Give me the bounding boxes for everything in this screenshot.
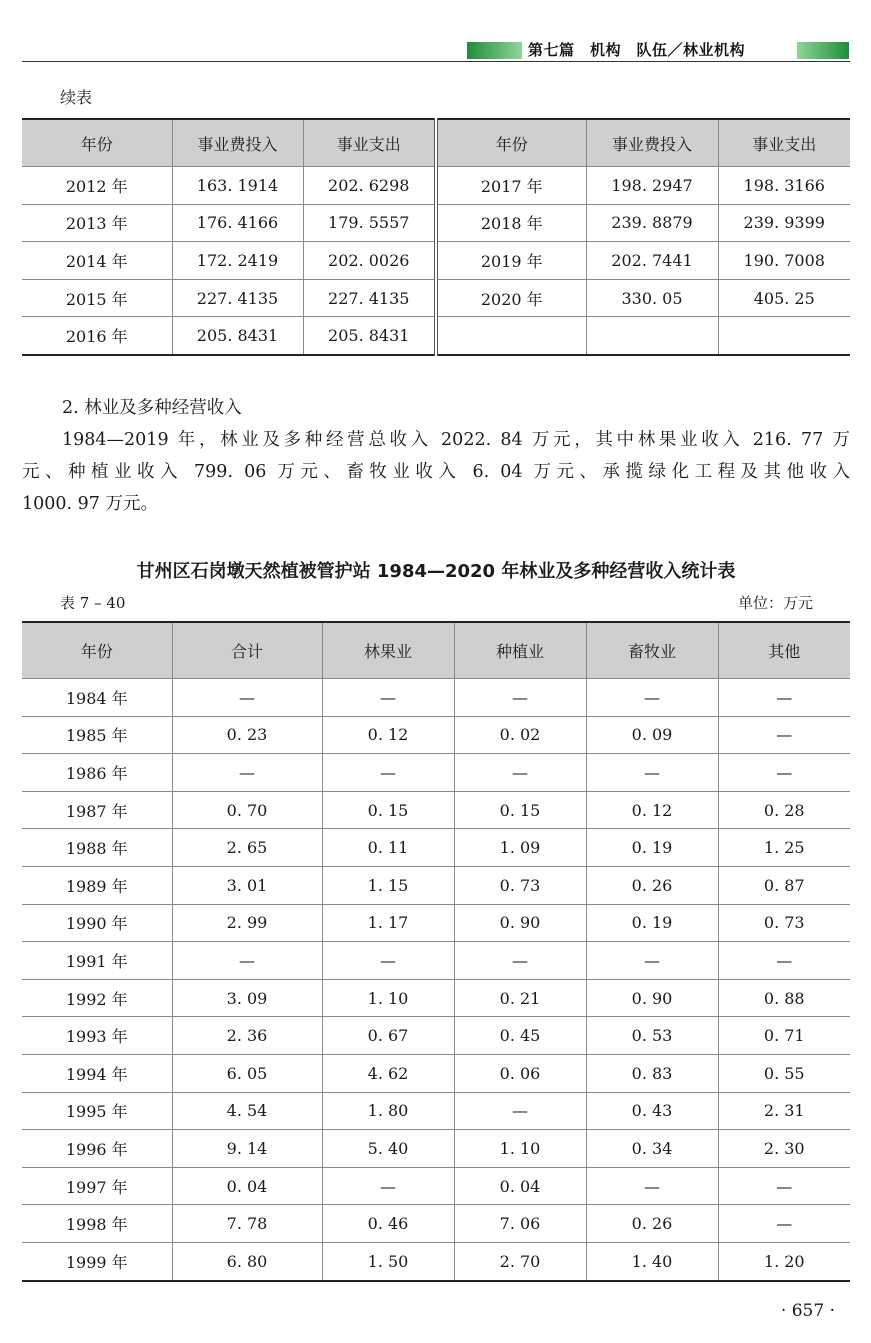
value-cell [718,317,850,355]
value-cell: 0. 87 [718,866,850,904]
year-cell: 1994 年 [22,1054,172,1092]
value-cell: 1. 20 [763,1251,805,1271]
value-cell: — [322,1167,454,1205]
year-cell: 1991 年 [22,942,172,980]
value-cell: 2. 30 [718,1130,850,1168]
year-cell: 2019 年 [436,242,586,280]
value-cell: 0. 26 [586,1205,718,1243]
value-cell: 239. 8879 [586,204,718,242]
value-cell: 0. 73 [454,866,586,904]
table-row [22,317,850,355]
value-cell: 202. 7441 [586,242,718,280]
year-cell: 1988 年 [22,829,172,867]
value-cell: 2. 70 [454,1242,586,1280]
value-cell: — [172,754,322,792]
year-cell: 2020 年 [436,279,586,317]
value-cell: 0. 12 [322,716,454,754]
value-cell: 3. 01 [172,866,322,904]
value-cell: 205. 8431 [172,317,303,355]
table-row [22,204,850,242]
header-green-bar-right [797,42,849,59]
value-cell: 0. 06 [454,1054,586,1092]
value-cell: — [586,1167,718,1205]
column-header: 事业费投入 [586,119,718,167]
table-row [22,1054,850,1092]
value-cell: — [172,942,322,980]
value-cell: 172. 2419 [172,242,303,280]
value-cell: — [322,942,454,980]
value-cell: 4. 54 [172,1092,322,1130]
value-cell: 2. 31 [718,1092,850,1130]
value-cell: 0. 53 [586,1017,718,1055]
year-cell: 2018 年 [436,204,586,242]
table-row [22,866,850,904]
value-cell: — [454,942,586,980]
table-row [22,1017,850,1055]
year-cell: 1987 年 [22,791,172,829]
value-cell: — [172,679,322,717]
year-cell: 2012 年 [22,167,172,205]
value-cell: 239. 9399 [718,204,850,242]
paragraph-line: 元、种植业收入 799. 06 万元、畜牧业收入 6. 04 万元、承揽绿化工程及其他收入 [22,462,850,482]
value-cell: 0. 19 [586,829,718,867]
table-row [22,791,850,829]
value-cell: — [718,1205,850,1243]
year-cell: 2017 年 [436,167,586,205]
value-cell: 0. 67 [322,1017,454,1055]
year-cell: 2014 年 [22,242,172,280]
year-cell: 2016 年 [22,317,172,355]
year-cell: 1989 年 [22,866,172,904]
paragraph-line: 1984—2019 年，林业及多种经营总收入 2022. 84 万元，其中林果业收入 216. 77 万 [62,430,850,450]
year-cell: 1998 年 [22,1205,172,1243]
year-cell: 1992 年 [22,979,172,1017]
value-cell: 1. 17 [322,904,454,942]
value-cell: 0. 34 [586,1130,718,1168]
table-row [22,1205,850,1243]
table-row [22,1092,850,1130]
column-header: 畜牧业 [586,622,718,679]
value-cell: 7. 78 [172,1205,322,1243]
value-cell: 1. 25 [718,829,850,867]
column-header: 合计 [172,622,322,679]
value-cell: 0. 90 [586,979,718,1017]
value-cell: 0. 88 [718,979,850,1017]
income-table-header-row [22,622,850,679]
value-cell: — [454,1092,586,1130]
value-cell: 9. 14 [172,1130,322,1168]
column-header: 年份 [436,119,586,167]
value-cell: 0. 26 [586,866,718,904]
value-cell: 0. 70 [172,791,322,829]
table-row [22,716,850,754]
value-cell: 1. 15 [322,866,454,904]
table-row [22,754,850,792]
value-cell: 1. 10 [322,979,454,1017]
value-cell: 1. 40 [586,1242,718,1280]
value-cell: 202. 0026 [303,242,436,280]
expense-table [22,118,850,356]
value-cell: 6. 80 [172,1242,322,1280]
year-cell: 2015 年 [22,279,172,317]
table-title: 甘州区石岗墩天然植被管护站 1984—2020 年林业及多种经营收入统计表 [136,561,736,582]
continued-table-caption: 续表 [60,88,93,107]
year-cell [436,317,586,355]
value-cell: 0. 45 [454,1017,586,1055]
value-cell: 0. 28 [718,791,850,829]
value-cell: 0. 11 [322,829,454,867]
value-cell: — [322,679,454,717]
value-cell: 4. 62 [322,1054,454,1092]
paragraph-line: 1000. 97 万元。 [22,494,158,514]
table-row [22,167,850,205]
column-header: 其他 [718,622,850,679]
value-cell: — [718,716,850,754]
value-cell: 1. 80 [322,1092,454,1130]
table-row [22,829,850,867]
table-row [22,1242,850,1280]
table-row [22,279,850,317]
value-cell: 0. 73 [718,904,850,942]
value-cell: 330. 05 [586,279,718,317]
table-row [22,1167,850,1205]
value-cell: — [454,754,586,792]
value-cell: — [718,1167,850,1205]
section-heading: 2. 林业及多种经营收入 [62,398,242,418]
section-block [22,392,850,520]
value-cell: 0. 15 [454,791,586,829]
value-cell: 3. 09 [172,979,322,1017]
value-cell: — [718,942,850,980]
year-cell: 1996 年 [22,1130,172,1168]
expense-table-header-row [22,119,850,167]
value-cell: 0. 43 [586,1092,718,1130]
value-cell: — [718,679,850,717]
value-cell: 176. 4166 [172,204,303,242]
value-cell: 0. 04 [454,1167,586,1205]
value-cell: 0. 12 [586,791,718,829]
table-row [22,979,850,1017]
table-row [22,1130,850,1168]
year-cell: 1995 年 [22,1092,172,1130]
value-cell: 198. 2947 [586,167,718,205]
value-cell: 227. 4135 [303,279,436,317]
value-cell: 2. 99 [172,904,322,942]
year-cell: 2013 年 [22,204,172,242]
value-cell: — [586,754,718,792]
table-row [22,942,850,980]
value-cell: 198. 3166 [718,167,850,205]
column-header: 年份 [22,622,172,679]
table-row [22,679,850,717]
value-cell: 2. 65 [172,829,322,867]
value-cell: — [586,942,718,980]
value-cell: 0. 83 [586,1054,718,1092]
value-cell: — [718,754,850,792]
year-cell: 1999 年 [22,1242,172,1280]
table-row [22,242,850,280]
table-number: 表 7 – 40 [60,594,126,612]
value-cell: 0. 90 [454,904,586,942]
value-cell: 6. 05 [172,1054,322,1092]
value-cell: 1. 10 [454,1130,586,1168]
value-cell: 7. 06 [454,1205,586,1243]
column-header: 种植业 [454,622,586,679]
value-cell: — [454,679,586,717]
income-table [22,621,850,1282]
value-cell: 202. 6298 [303,167,436,205]
column-header: 事业支出 [303,119,436,167]
column-header: 事业费投入 [172,119,303,167]
column-header: 林果业 [322,622,454,679]
value-cell: 405. 25 [718,279,850,317]
value-cell: 2. 36 [172,1017,322,1055]
value-cell: 205. 8431 [303,317,436,355]
year-cell: 1993 年 [22,1017,172,1055]
value-cell: 5. 40 [322,1130,454,1168]
value-cell: 179. 5557 [303,204,436,242]
table-row [22,904,850,942]
value-cell: 0. 71 [718,1017,850,1055]
year-cell: 1986 年 [22,754,172,792]
value-cell: 0. 55 [718,1054,850,1092]
table-unit: 单位：万元 [737,594,813,612]
value-cell: 0. 21 [454,979,586,1017]
value-cell: 0. 02 [454,716,586,754]
value-cell [586,317,718,355]
year-cell: 1990 年 [22,904,172,942]
value-cell: 163. 1914 [172,167,303,205]
value-cell: 0. 09 [586,716,718,754]
value-cell: 0. 46 [322,1205,454,1243]
value-cell: 190. 7008 [718,242,850,280]
year-cell: 1985 年 [22,716,172,754]
value-cell: 227. 4135 [172,279,303,317]
page-number: · 657 · [780,1301,835,1321]
value-cell: 1. 09 [454,829,586,867]
header-title: 第七篇 机构 队伍／林业机构 [528,41,746,59]
value-cell: — [586,679,718,717]
value-cell: 0. 19 [586,904,718,942]
year-cell: 1997 年 [22,1167,172,1205]
value-cell: 0. 15 [322,791,454,829]
year-cell: 1984 年 [22,679,172,717]
value-cell: — [322,754,454,792]
value-cell: 0. 04 [172,1167,322,1205]
column-header: 年份 [22,119,172,167]
running-header [0,0,871,64]
header-green-bar-left [467,42,522,59]
column-header: 事业支出 [718,119,850,167]
value-cell: 1. 50 [322,1242,454,1280]
value-cell: 0. 23 [172,716,322,754]
header-rule [22,61,850,62]
